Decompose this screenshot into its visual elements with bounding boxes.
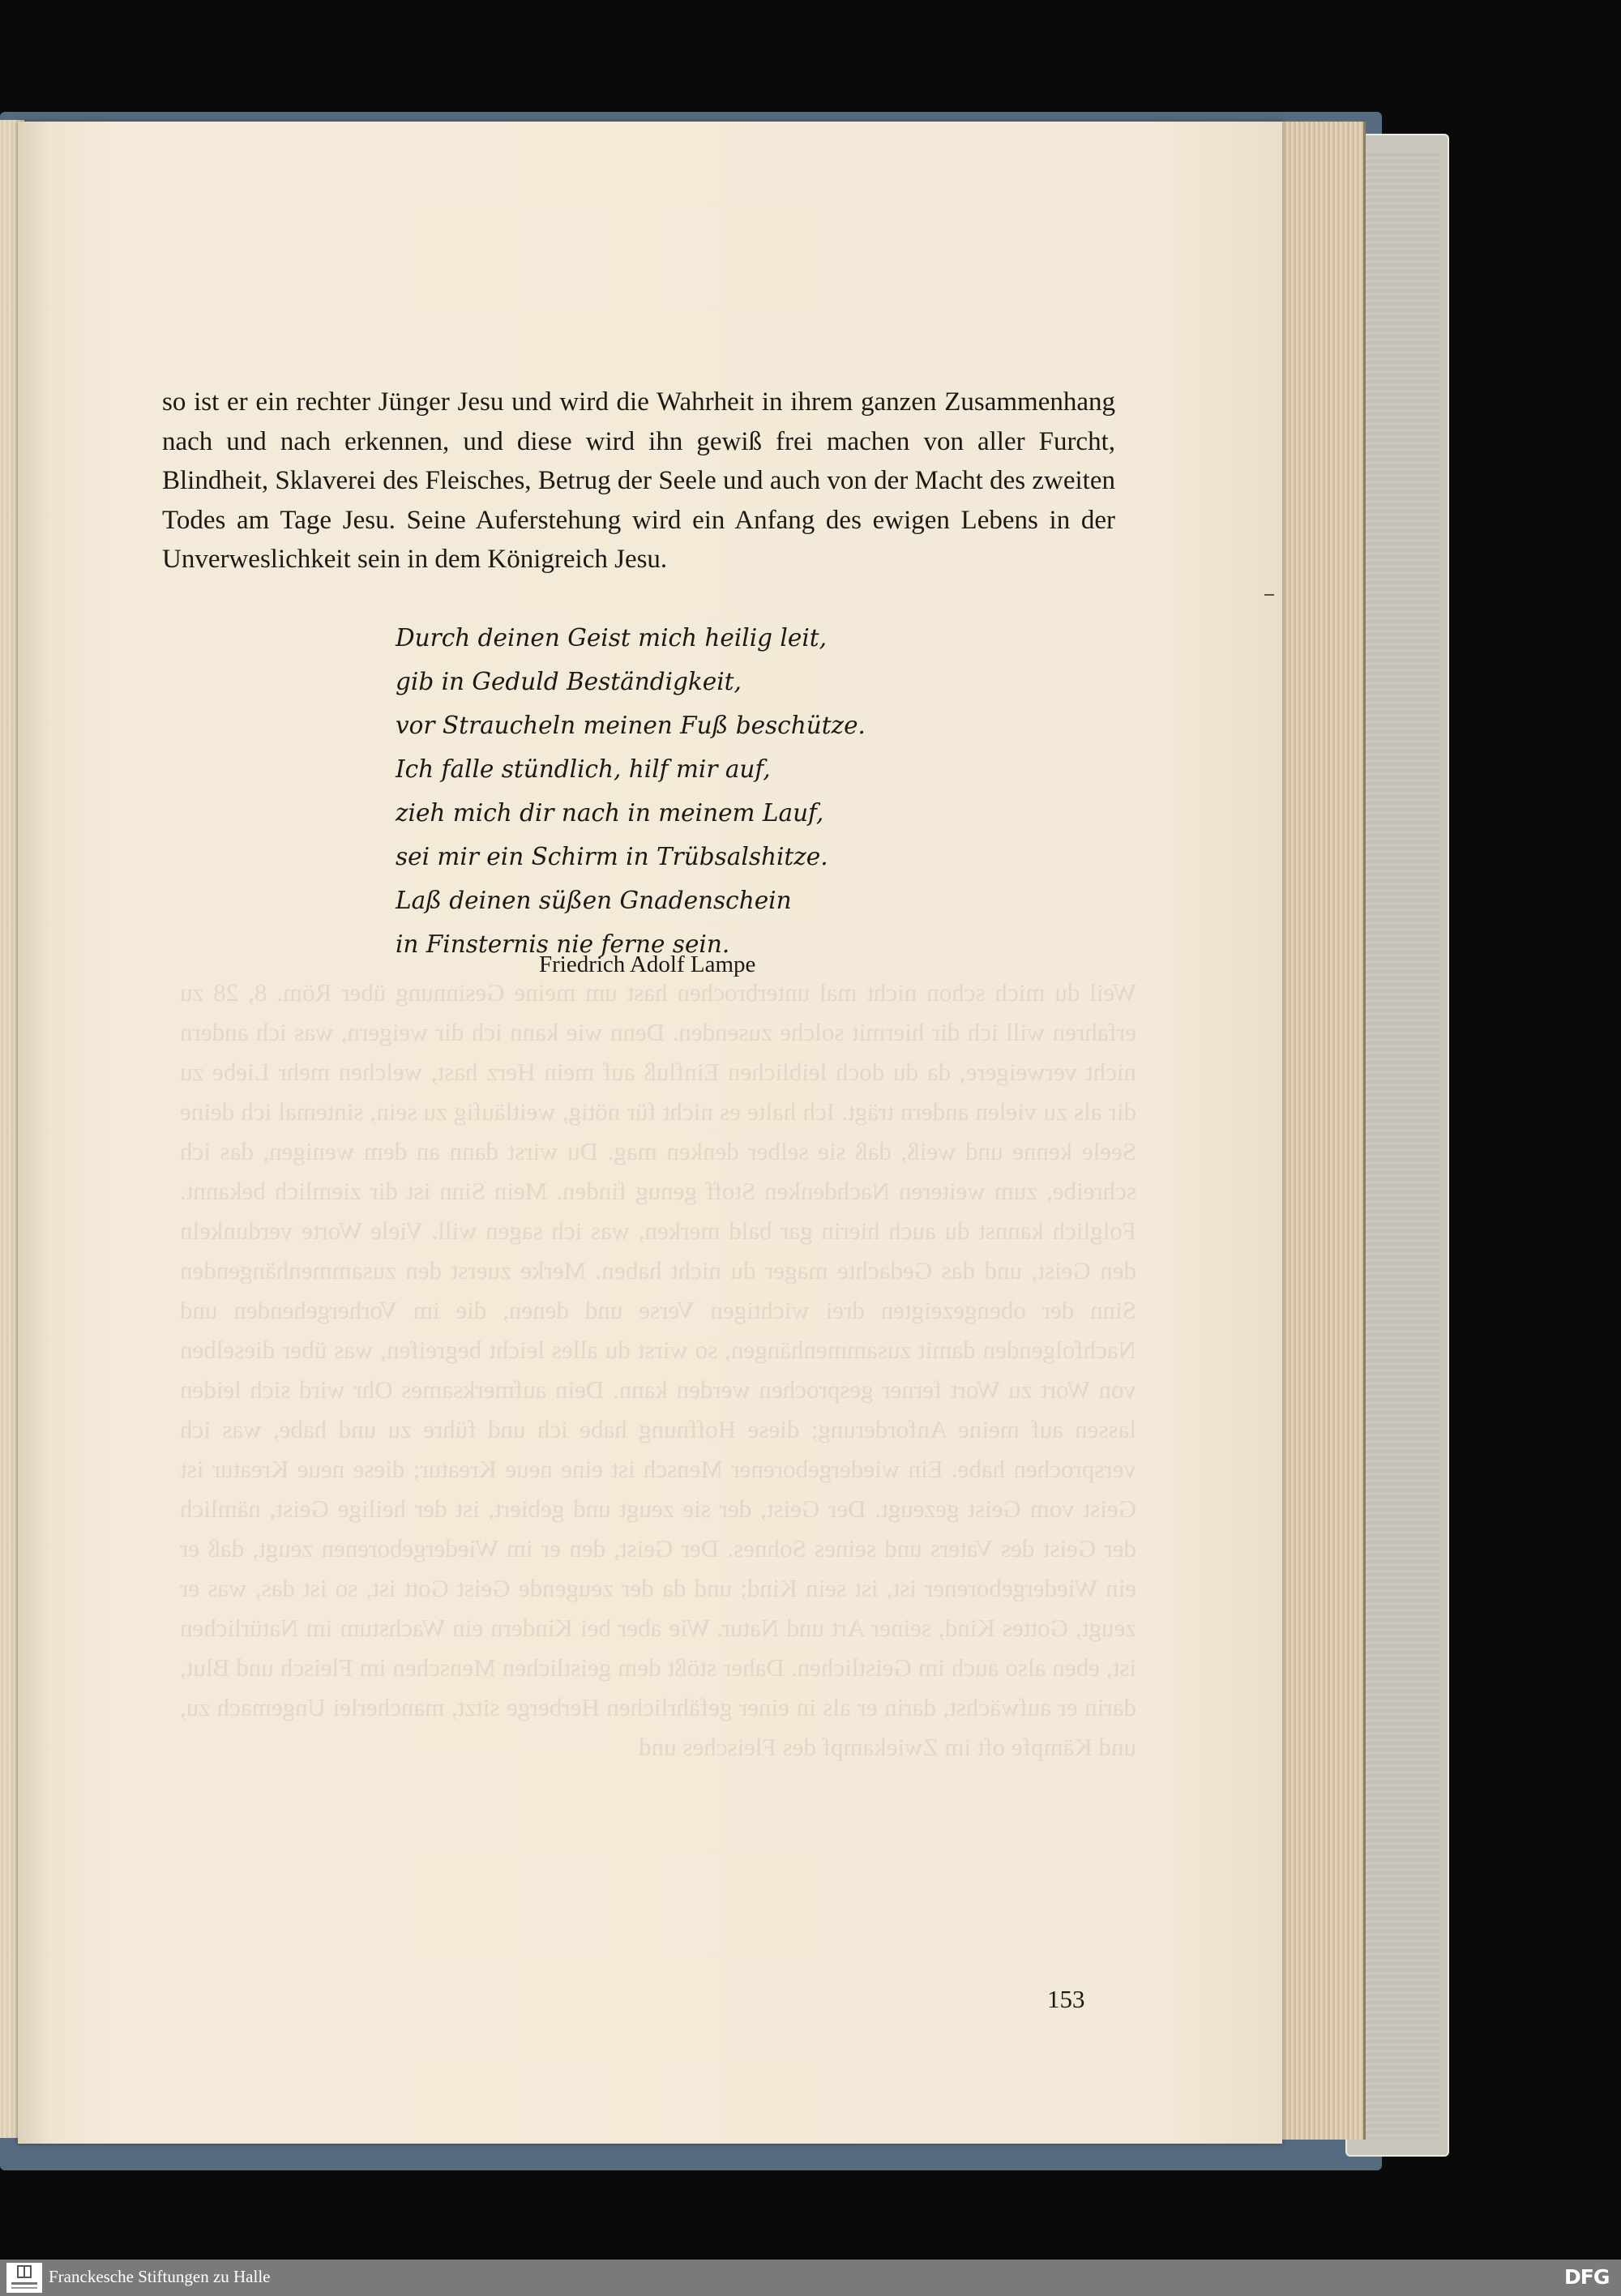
verse-line: gib in Geduld Beständigkeit, <box>396 668 742 695</box>
page-number: 153 <box>1047 1985 1085 2013</box>
verse-line: Laß deinen süßen Gnadenschein <box>396 887 792 914</box>
show-through-texture: Weil du mich schon nicht mal unterbrochen hast um meine Gesinnung über Röm. 8, 28 zu erfahren will ich dir hiermit solche zusenden. Denn wie kann ich dir weigern, was ich andern nicht verweigere, da du doch leiblichen Einfluß auf mein Herz hast, welchen mehr Liebe zu dir als zu vielen andern trägt. Ich halte es nicht für nötig, weitläufig zu sein, sintemal ich deine Seele kenne und weiß, daß sie selber denken mag. Du wirst dann an dem wenigen, das ich schreibe, zum weiteren Nachdenken Stoff genug finden. Mein Sinn ist dir ziemlich bekannt. Folglich kannst du auch hierin gar bald merken, was ich sagen will. Viele Worte verdunkeln den Geist, und das Gedachte mager du nicht haben. Merke zuerst den zusammenhängenden Sinn der obengezeigten drei wichtigen Verse und denen, die im Vorhergehenden und Nachfolgenden damit zusammenhängen, so wirst du alles leicht begreifen, was über dieselben von Wort zu Wort ferner gesprochen werden kann. Dein aufmerksames Ohr wird sich leiden lassen auf meine Anforderung; diese Hoffnung habe ich und führe zu und habe, was ich versprochen habe. Ein wiedergeborener Mensch ist eine neue Kreatur; diese neue Kreatur ist Geist vom Geist gezeugt. Der Geist, der sie zeugt und gebiert, ist der heilige Geist, nämlich der Geist des Vaters und seines Sohnes. Der Geist, den er im Wiedergeborenen zeugt, daß er ein Wiedergeborener ist, ist sein Kind; und da der zeugende Geist Gott ist, so ist das, was er zeugt, Gottes Kind, seiner Art und Natur. Wie aber bei Kindern ein Wachstum im Natürlichen ist, eben also auch im Geistlichen. Daher stößt dem geistlichen Menschen im Fleisch und Blut, darin er aufwächst, darin er als in einer gefährlichen Herberge sitzt, mancherlei Ungemach zu, und Kämpfe oft im Zwiekampf des Fleisches und <box>180 978 1136 1761</box>
footer-bar <box>0 2260 1621 2296</box>
verse-line: Ich falle stündlich, hilf mir auf, <box>396 755 771 783</box>
verse-line: vor Straucheln meinen Fuß beschütze. <box>396 712 866 739</box>
prose-paragraph: so ist er ein rechter Jünger Jesu und wird die Wahrheit in ihrem ganzen Zusammenhang nach und nach erkennen, und diese wird ihn gewiß frei machen von aller Furcht, Blindheit, Sklaverei des Fleisches, Betrug der Seele und auch von der Macht des zweiten Todes am Tage Jesu. Seine Auferstehung wird ein Anfang des ewigen Lebens in der Unverweslichkeit sein in dem Königreich Jesu. <box>162 387 1115 574</box>
verse-line: sei mir ein Schirm in Trübsalshitze. <box>396 843 828 870</box>
dfg-logo: DFG <box>1564 2265 1610 2289</box>
verse-line: zieh mich dir nach in meinem Lauf, <box>396 799 824 827</box>
book-page <box>18 122 1282 2144</box>
institution-name: Franckesche Stiftungen zu Halle <box>49 2267 271 2286</box>
margin-mark <box>1264 594 1274 596</box>
verse-line: Durch deinen Geist mich heilig leit, <box>396 624 827 652</box>
hymn-verse <box>396 616 963 966</box>
institution-logo-icon <box>6 2263 42 2293</box>
verse-line: in Finsternis nie ferne sein. <box>396 930 730 958</box>
author-attribution: Friedrich Adolf Lampe <box>539 951 756 977</box>
page-stack-edges <box>1274 122 1366 2140</box>
